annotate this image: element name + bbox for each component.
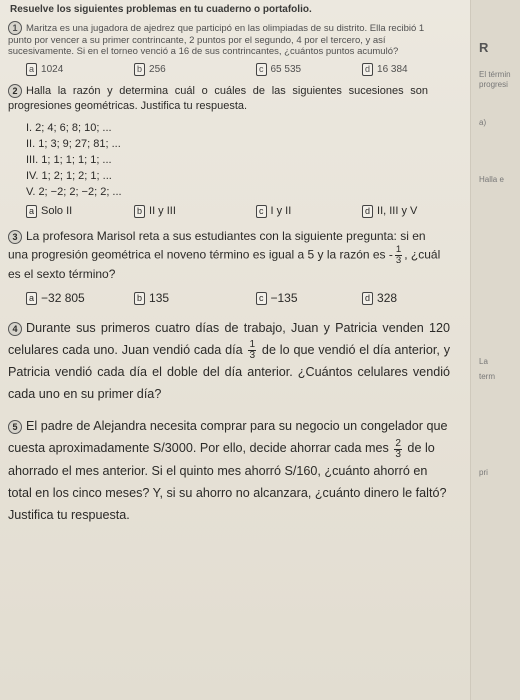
problem-text: , ¿cuál es el sexto término?: [8, 247, 441, 282]
option-b[interactable]: b II y III: [134, 204, 256, 219]
problem-1: [8, 21, 428, 57]
problem-number: 2: [8, 84, 22, 98]
side-line: a): [479, 118, 487, 127]
option-d[interactable]: d II, III y V: [362, 204, 417, 219]
problem-number: 1: [8, 21, 22, 35]
side-line: La: [479, 357, 488, 366]
fraction: $\frac{1}{3}$: [249, 339, 256, 362]
problem-number: 4: [8, 322, 22, 336]
list-item: V. 2; −2; 2; −2; 2; ...: [26, 186, 122, 198]
option-d[interactable]: d 16 384: [362, 63, 408, 76]
problem-number: 3: [8, 230, 22, 244]
list-item: I. 2; 4; 6; 8; 10; ...: [26, 122, 112, 134]
side-line: pri: [479, 468, 488, 477]
option-b[interactable]: b 135: [134, 289, 256, 307]
option-d[interactable]: d 328: [362, 289, 397, 307]
problem-text: de lo ahorrado el mes anterior. Si el quinto mes ahorró S/160, ¿cuánto ahorró en total en los cinco meses? Y, si su ahorro no alcanzara, ¿cuánto dinero le faltó? Justifica tu respuesta.: [8, 441, 447, 522]
problem-text: de lo que vendió el día anterior, y Patricia vendió cada día el doble del día anterior. ¿Cuántos celulares vendió cada uno en su primer día?: [8, 343, 450, 402]
problem-text: El padre de Alejandra necesita comprar para su negocio un congelador que cuesta aproximadamente S/3000. Por ello, decide ahorrar cada mes: [8, 419, 448, 456]
option-b[interactable]: b 256: [134, 63, 256, 76]
list-item: III. 1; 1; 1; 1; 1; ...: [26, 154, 112, 166]
adjacent-page-strip: [470, 0, 520, 700]
problem-3-options: [26, 289, 464, 307]
option-a[interactable]: a Solo II: [26, 204, 134, 219]
option-a[interactable]: a 1024: [26, 63, 134, 76]
problem-text: Maritza es una jugadora de ajedrez que participó en las olimpiadas de su distrito. Ella recibió 1 punto por vencer a su primer contrincante, 2 puntos por el segundo, 4 por el tercero, y así sucesivamente. Si en el torneo venció a 16 de sus contrincantes, ¿cuántos puntos acumuló?: [8, 23, 425, 57]
problem-4: [8, 317, 450, 405]
side-line: Halla e: [479, 175, 504, 184]
ratio-fraction: $\frac{1}{3}$: [395, 244, 402, 266]
side-line: term: [479, 372, 495, 381]
problem-set: [8, 4, 464, 532]
option-c[interactable]: c I y II: [256, 204, 362, 219]
option-c[interactable]: c 65 535: [256, 63, 362, 76]
problem-2-options: [26, 204, 464, 219]
problem-text: Durante sus primeros cuatro días de trabajo, Juan y Patricia venden 120 celulares cada uno. Juan vendió cada día: [8, 321, 450, 358]
problem-number: 5: [8, 420, 22, 434]
option-c[interactable]: c −135: [256, 289, 362, 307]
list-item: IV. 1; 2; 1; 2; 1; ...: [26, 170, 112, 182]
fraction: $\frac{2}{3}$: [395, 437, 401, 460]
ratio-sign: -: [388, 247, 393, 262]
problem-text: La profesora Marisol reta a sus estudiantes con la siguiente pregunta: si en una progresión geométrica el noveno término es igual a 5 y la razón es: [8, 229, 426, 262]
problem-1-options: [26, 63, 464, 76]
side-letter: R: [479, 40, 489, 55]
instructions-title: Resuelve los siguientes problemas en tu cuaderno o portafolio.: [10, 4, 312, 15]
side-line: El términ: [479, 70, 511, 79]
sequence-list: [26, 120, 464, 200]
option-a[interactable]: a −32 805: [26, 289, 134, 307]
side-line: progresi: [479, 80, 508, 89]
problem-text: Halla la razón y determina cuál o cuáles de las siguientes sucesiones son progresiones geométricas. Justifica tu respuesta.: [8, 85, 428, 112]
problem-2: [8, 84, 428, 114]
problem-3: [8, 227, 448, 283]
problem-5: [8, 415, 454, 525]
list-item: II. 1; 3; 9; 27; 81; ...: [26, 138, 121, 150]
